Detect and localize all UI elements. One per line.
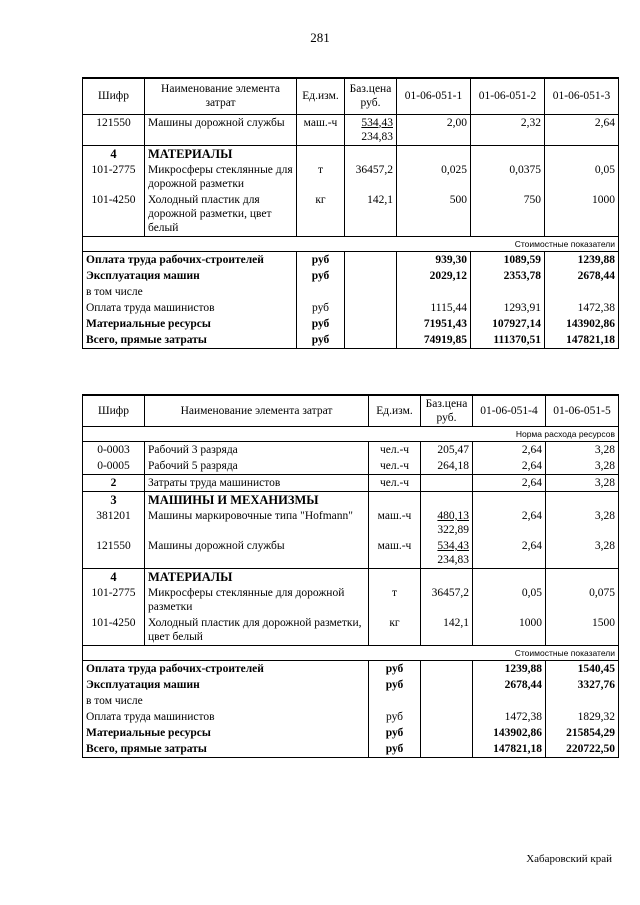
- table-row: 101-4250 Холодный пластик для дорожной разметки, цвет белый кг 142,1 1000 1500: [83, 615, 619, 646]
- section-row: 3 МАШИНЫ И МЕХАНИЗМЫ: [83, 492, 619, 509]
- table2-header-col5: 01-06-051-5: [546, 395, 619, 427]
- note-row: [83, 646, 619, 661]
- cost-indicators-note: Стоимостные показатели: [83, 646, 619, 661]
- table1-header-unit: Ед.изм.: [297, 78, 345, 114]
- summary-row: Всего, прямые затраты руб 147821,18 220722,50: [83, 741, 619, 758]
- table-row: 381201 Машины маркировочные типа "Hofmann" маш.-ч 480,13 322,89 2,64 3,28: [83, 508, 619, 538]
- table-row: 2 Затраты труда машинистов чел.-ч 2,64 3,28: [83, 475, 619, 492]
- table-row: 121550 Машины дорожной службы маш.-ч 534,43 234,83 2,64 3,28: [83, 538, 619, 569]
- table2-header-name: Наименование элемента затрат: [145, 395, 369, 427]
- table1-header-col2: 01-06-051-2: [471, 78, 545, 114]
- summary-row: Эксплуатация машин руб 2678,44 3327,76: [83, 677, 619, 693]
- table1-header-name: Наименование элемента затрат: [145, 78, 297, 114]
- table-row: 101-2775 Микросферы стеклянные для дорожной разметки т 36457,2 0,025 0,0375 0,05: [83, 162, 619, 192]
- table2-header-row: [83, 395, 619, 427]
- table1-header-code: Шифр: [83, 78, 145, 114]
- summary-row: Оплата труда рабочих-строителей руб 1239,88 1540,45: [83, 661, 619, 678]
- table-row: 101-4250 Холодный пластик для дорожной разметки, цвет белый кг 142,1 500 750 1000: [83, 192, 619, 237]
- table1-header-price: Баз.цена руб.: [345, 78, 397, 114]
- page-number: 281: [310, 30, 330, 45]
- summary-row: в том числе: [83, 693, 619, 709]
- region-footer: Хабаровский край: [526, 853, 612, 865]
- summary-row: Оплата труда машинистов руб 1115,44 1293,91 1472,38: [83, 300, 619, 316]
- section-row: 4 МАТЕРИАЛЫ: [83, 145, 619, 162]
- table1-header-col3: 01-06-051-3: [545, 78, 619, 114]
- summary-row: Оплата труда машинистов руб 1472,38 1829,32: [83, 709, 619, 725]
- summary-row: Материальные ресурсы руб 143902,86 215854,29: [83, 725, 619, 741]
- table-row: 101-2775 Микросферы стеклянные для дорожной разметки т 36457,2 0,05 0,075: [83, 585, 619, 615]
- summary-row: Эксплуатация машин руб 2029,12 2353,78 2678,44: [83, 268, 619, 284]
- table2-header-price: Баз.цена руб.: [421, 395, 473, 427]
- summary-row: Всего, прямые затраты руб 74919,85 111370,51 147821,18: [83, 332, 619, 349]
- summary-row: Оплата труда рабочих-строителей руб 939,30 1089,59 1239,88: [83, 251, 619, 268]
- table-row: 0-0003 Рабочий 3 разряда чел.-ч 205,47 2,64 3,28: [83, 442, 619, 459]
- resource-norm-note: Норма расхода ресурсов: [83, 427, 619, 442]
- table2-header-code: Шифр: [83, 395, 145, 427]
- summary-row: Материальные ресурсы руб 71951,43 107927,14 143902,86: [83, 316, 619, 332]
- note-row: [83, 427, 619, 442]
- table1-header-row: [83, 78, 619, 114]
- table1-header-col1: 01-06-051-1: [397, 78, 471, 114]
- cost-indicators-note: Стоимостные показатели: [83, 236, 619, 251]
- summary-row: в том числе: [83, 284, 619, 300]
- table-row: 0-0005 Рабочий 5 разряда чел.-ч 264,18 2,64 3,28: [83, 458, 619, 475]
- resource-table-1: [82, 77, 619, 349]
- table2-header-unit: Ед.изм.: [369, 395, 421, 427]
- table-row: 121550 Машины дорожной службы маш.-ч 534,43 234,83 2,00 2,32 2,64: [83, 114, 619, 145]
- section-row: 4 МАТЕРИАЛЫ: [83, 569, 619, 586]
- resource-table-2: [82, 394, 619, 758]
- note-row: [83, 236, 619, 251]
- table2-header-col4: 01-06-051-4: [473, 395, 546, 427]
